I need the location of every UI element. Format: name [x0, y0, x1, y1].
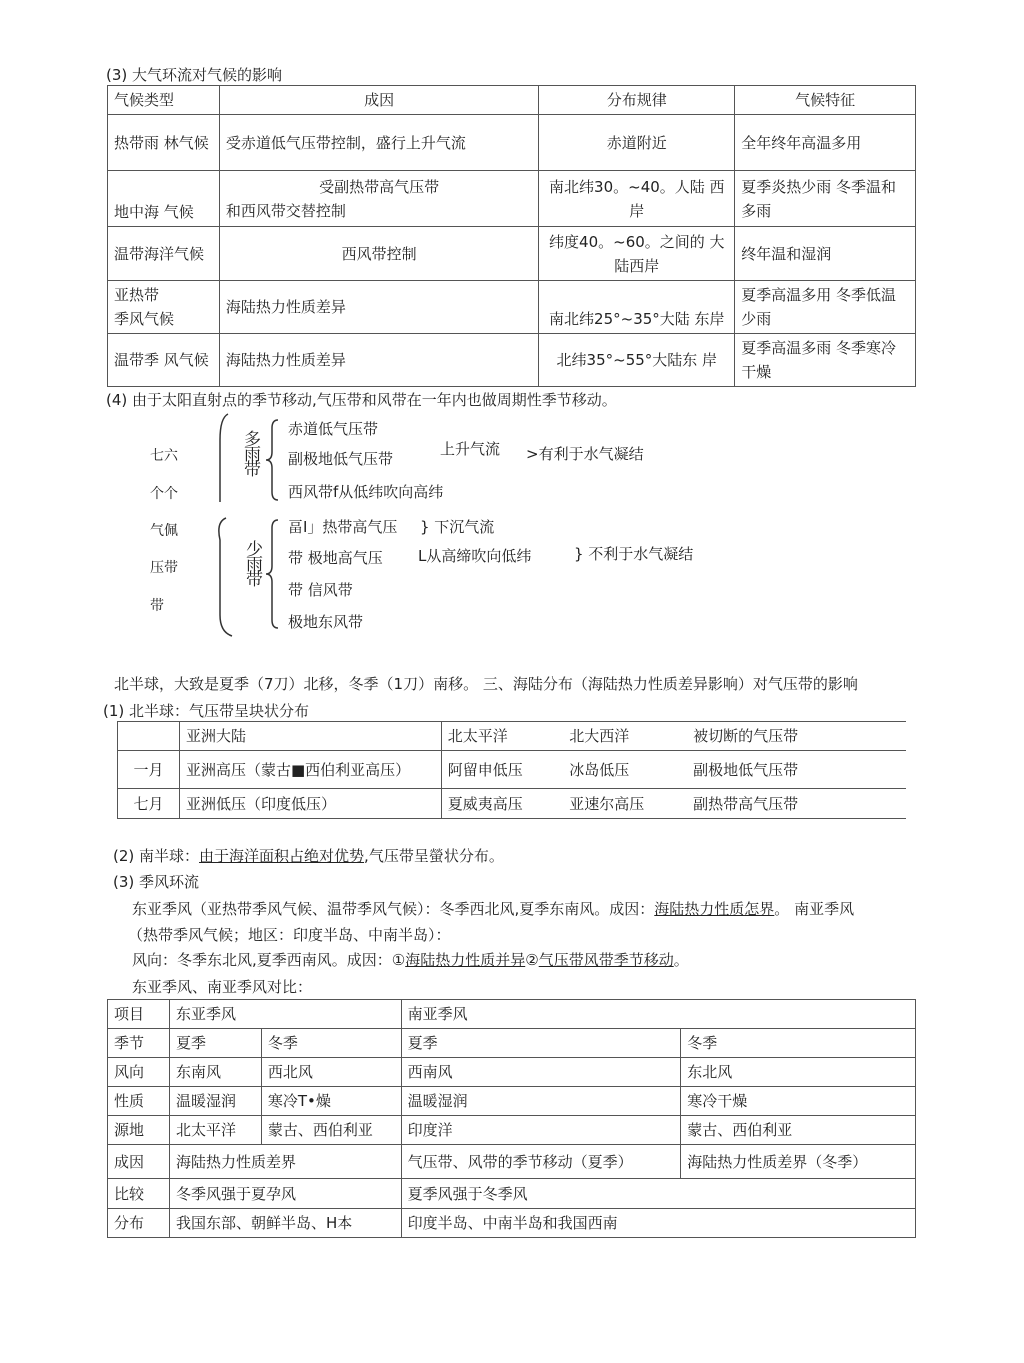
text-segment: 东亚季风（亚热带季风气候、温带季风气候）：冬季西北风,夏季东南风。成因：	[132, 900, 655, 918]
table-cell: 夏季风强于冬季风	[401, 1179, 915, 1209]
table-row	[108, 334, 916, 387]
text-segment: 。 南亚季风	[774, 900, 855, 918]
table-row	[108, 1087, 916, 1116]
rainy-belt-label: 多雨带	[240, 430, 260, 475]
dry-belt-label: 少雨带	[242, 540, 262, 585]
cause-line: 受副热带高气压带	[319, 177, 440, 196]
climate-feature: 全年终年高温多用	[735, 115, 916, 171]
table-cell: 印度半岛、中南半岛和我国西南	[401, 1209, 915, 1238]
table-cell: 夏季	[401, 1029, 681, 1058]
table-cell: 蒙古、西伯利亚	[261, 1116, 401, 1145]
climate-type: 热带雨 林气候	[108, 115, 220, 171]
table-row	[118, 789, 907, 819]
monsoon-paragraph-3	[132, 949, 689, 970]
left-label: 气佩	[150, 523, 178, 539]
header-cell: 亚洲大陆	[179, 722, 441, 751]
table-cell: 性质	[108, 1087, 170, 1116]
table-cell: 印度洋	[401, 1116, 681, 1145]
table-row	[108, 1179, 916, 1209]
brace-icon	[264, 418, 284, 503]
table-cell: 冰岛低压	[563, 751, 687, 789]
table-cell: 亚洲高压（蒙古■西伯利亚高压）	[179, 751, 441, 789]
table-cell: 阿留申低压	[441, 751, 563, 789]
table-cell: 风向	[108, 1058, 170, 1087]
outer-bracket-icon	[210, 410, 240, 640]
table-cell: 夏季	[169, 1029, 261, 1058]
climate-type: 温带海洋气候	[108, 227, 220, 281]
table-cell: 温暖湿润	[401, 1087, 681, 1116]
text-segment: 。	[673, 951, 689, 969]
month-cell: 一月	[118, 751, 180, 789]
group2-mid2: L从高缔吹向低纬	[418, 547, 532, 565]
table-cell: 冬季	[681, 1029, 916, 1058]
table-row	[108, 1145, 916, 1179]
table-row	[108, 115, 916, 171]
climate-cause: 海陆热力性质差异	[219, 281, 539, 334]
table-cell: 冬季	[261, 1029, 401, 1058]
table-row	[108, 281, 916, 334]
brace-icon	[264, 518, 284, 630]
south-prefix: (2) 南半球：	[113, 847, 200, 865]
table-row	[108, 1116, 916, 1145]
table-row	[108, 227, 916, 281]
text-segment: 风向：冬季东北风,夏季西南风。成因：①	[132, 951, 406, 969]
left-label: 个个	[150, 486, 178, 502]
section4-title: (4) 由于太阳直射点的季节移动,气压带和风带在一年内也做周期性季节移动。	[106, 391, 617, 409]
table-row	[108, 1000, 916, 1029]
table-cell: 项目	[108, 1000, 170, 1029]
table-cell: 源地	[108, 1116, 170, 1145]
pressure-table	[117, 721, 906, 819]
left-label: 压带	[150, 560, 178, 576]
table-cell: 亚洲低压（印度低压）	[179, 789, 441, 819]
pressure-table-header	[118, 722, 907, 751]
table-row	[108, 1029, 916, 1058]
underlined-text: 海陆热力性质并异	[405, 951, 526, 969]
compare-title: 东亚季风、南亚季风对比：	[132, 978, 313, 996]
table-cell: 冬季风强于夏孕风	[169, 1179, 401, 1209]
climate-distribution: 北纬35°~55°大陆东 岸	[539, 334, 735, 387]
type-line: 季风气候	[114, 310, 175, 328]
month-cell: 七月	[118, 789, 180, 819]
table-row	[118, 751, 907, 789]
type-line: 亚热带	[114, 286, 160, 304]
climate-table-header	[108, 86, 916, 115]
header-cell	[118, 722, 180, 751]
table-cell: 西北风	[261, 1058, 401, 1087]
climate-feature: 终年温和湿润	[735, 227, 916, 281]
climate-cause	[219, 171, 539, 227]
south-underlined: 由于海洋面积占绝对优势	[199, 847, 365, 865]
south-hemisphere-line	[113, 845, 504, 866]
table-cell: 副热带高气压带	[687, 789, 906, 819]
north-hemisphere-paragraph: 北半球，大致是夏季（7刀）北移，冬季（1刀）南移。 三、海陆分布（海陆热力性质差异影响）对气压带的影响	[114, 675, 858, 693]
underlined-text: 海陆热力性质怎界	[654, 900, 775, 918]
table-cell: 海陆热力性质差界	[169, 1145, 401, 1179]
left-label: 带	[150, 598, 164, 614]
belt-item: 极地东风带	[288, 613, 364, 631]
climate-cause: 海陆热力性质差异	[219, 334, 539, 387]
table-cell: 气压带、风带的季节移动（夏季）	[401, 1145, 681, 1179]
table-cell: 分布	[108, 1209, 170, 1238]
climate-cause: 受赤道低气压带控制，盛行上升气流	[219, 115, 539, 171]
table-cell: 东南风	[169, 1058, 261, 1087]
group1-mid: 上升气流	[440, 440, 501, 458]
table-cell: 寒冷干燥	[681, 1087, 916, 1116]
belt-item: 畐I」热带高气压	[288, 518, 398, 536]
climate-type	[108, 281, 220, 334]
monsoon-paragraph-1	[132, 898, 854, 919]
belt-item: 带 信风带	[288, 581, 353, 599]
table-row	[108, 1209, 916, 1238]
underlined-text: 气压带风带季节移动	[538, 951, 674, 969]
table-cell: 成因	[108, 1145, 170, 1179]
climate-table	[107, 85, 916, 387]
left-label: 七六	[150, 448, 178, 464]
table-cell: 季节	[108, 1029, 170, 1058]
table-cell: 寒冷T•燥	[261, 1087, 401, 1116]
table-cell: 温暖湿润	[169, 1087, 261, 1116]
table-row	[108, 171, 916, 227]
table-cell: 夏威夷高压	[441, 789, 563, 819]
header-cell: 分布规律	[539, 86, 735, 115]
header-cell: 北太平洋	[441, 722, 563, 751]
climate-type: 温带季 风气候	[108, 334, 220, 387]
table-cell: 我国东部、朝鲜半岛、H本	[169, 1209, 401, 1238]
text-segment: ②	[525, 951, 539, 969]
section3-title: (3) 大气环流对气候的影响	[106, 66, 283, 84]
table-cell: 比较	[108, 1179, 170, 1209]
header-cell: 气候类型	[108, 86, 220, 115]
cause-line: 和西风带交替控制	[225, 201, 346, 220]
climate-cause: 西风带控制	[219, 227, 539, 281]
table-cell: 海陆热力性质差界（冬季）	[681, 1145, 916, 1179]
climate-distribution: 赤道附近	[539, 115, 735, 171]
header-cell: 北大西洋	[563, 722, 687, 751]
belt-item: 副极地低气压带	[288, 450, 394, 468]
table-cell: 亚速尔高压	[563, 789, 687, 819]
belt-item: 西风带f从低纬吹向高纬	[288, 483, 444, 501]
header-cell: 气候特征	[735, 86, 916, 115]
header-cell: 被切断的气压带	[687, 722, 906, 751]
belt-item: 带 极地高气压	[288, 549, 383, 567]
table-cell: 东北风	[681, 1058, 916, 1087]
table-cell: 南亚季风	[401, 1000, 915, 1029]
group2-right: } 不利于水气凝结	[574, 545, 694, 563]
south-suffix: ,气压带呈螢状分布。	[364, 847, 504, 865]
monsoon-paragraph-2: （热带季风气候；地区：印度半岛、中南半岛）：	[128, 926, 451, 944]
table-cell: 副极地低气压带	[687, 751, 906, 789]
group2-mid1: } 下沉气流	[420, 518, 495, 536]
climate-distribution: 南北纬25°~35°大陆 东岸	[539, 281, 735, 334]
table-cell: 蒙古、西伯利亚	[681, 1116, 916, 1145]
climate-type: 地中海 气候	[108, 171, 220, 227]
table-cell: 东亚季风	[169, 1000, 401, 1029]
climate-distribution: 纬度40。~60。之间的 大陆西岸	[539, 227, 735, 281]
group1-right: >有利于水气凝结	[526, 445, 644, 463]
climate-feature: 夏季炎热少雨 冬季温和多雨	[735, 171, 916, 227]
climate-feature: 夏季高温多雨 冬季寒冷干燥	[735, 334, 916, 387]
monsoon-compare-table	[107, 999, 916, 1238]
north-subtitle: (1) 北半球：气压带呈块状分布	[103, 702, 310, 720]
header-cell: 成因	[219, 86, 539, 115]
climate-feature: 夏季高温多用 冬季低温少雨	[735, 281, 916, 334]
climate-distribution: 南北纬30。~40。人陆 西岸	[539, 171, 735, 227]
table-row	[108, 1058, 916, 1087]
table-cell: 北太平洋	[169, 1116, 261, 1145]
monsoon-title: (3) 季风环流	[113, 873, 200, 891]
table-cell: 西南风	[401, 1058, 681, 1087]
belt-item: 赤道低气压带	[288, 420, 379, 438]
